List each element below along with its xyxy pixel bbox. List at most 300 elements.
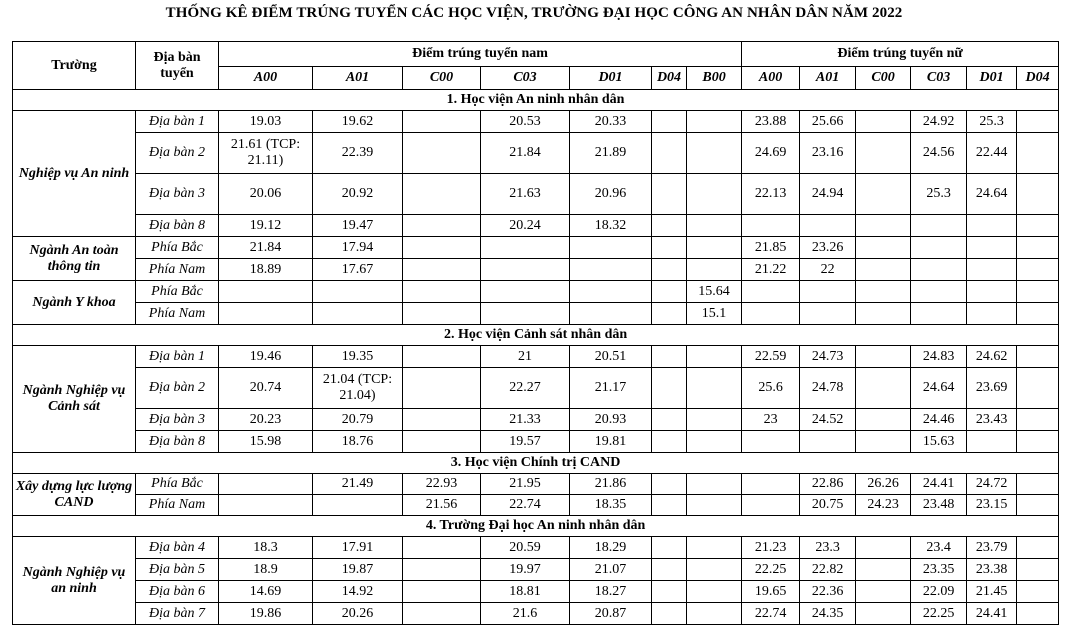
male-score-cell: 19.46 <box>219 346 313 368</box>
table-row <box>13 537 1059 559</box>
male-score-cell: 20.33 <box>570 111 652 133</box>
female-score-cell <box>911 303 967 325</box>
male-score-cell <box>687 409 742 431</box>
female-score-cell <box>911 237 967 259</box>
male-score-cell: 22.39 <box>313 133 403 174</box>
male-score-cell <box>481 259 570 281</box>
male-score-cell: 19.62 <box>313 111 403 133</box>
male-score-cell: 19.47 <box>313 215 403 237</box>
male-score-cell: 19.81 <box>570 431 652 453</box>
female-score-cell: 22.86 <box>800 474 856 495</box>
school-cell: Nghiệp vụ An ninh <box>13 111 136 237</box>
table-row <box>13 237 1059 259</box>
male-score-cell: 19.87 <box>313 559 403 581</box>
male-score-cell <box>687 603 742 625</box>
male-score-cell <box>687 174 742 215</box>
male-score-cell: 18.76 <box>313 431 403 453</box>
female-score-cell: 22.82 <box>800 559 856 581</box>
admission-score-table <box>12 41 1059 625</box>
male-score-cell <box>313 495 403 516</box>
male-score-cell <box>652 111 687 133</box>
female-score-cell: 21.45 <box>967 581 1017 603</box>
male-score-cell <box>403 431 481 453</box>
male-score-cell <box>219 281 313 303</box>
female-score-cell: 20.75 <box>800 495 856 516</box>
male-score-cell: 21.17 <box>570 368 652 409</box>
female-score-cell: 23.4 <box>911 537 967 559</box>
female-score-cell <box>856 133 911 174</box>
region-cell: Địa bàn 3 <box>136 409 219 431</box>
male-code-header: D01 <box>570 67 652 90</box>
region-cell: Địa bàn 6 <box>136 581 219 603</box>
section-row <box>13 325 1059 346</box>
male-score-cell <box>687 431 742 453</box>
school-cell: Xây dựng lực lượng CAND <box>13 474 136 516</box>
male-score-cell: 20.53 <box>481 111 570 133</box>
female-score-cell <box>967 303 1017 325</box>
male-score-cell <box>403 174 481 215</box>
male-score-cell <box>652 174 687 215</box>
school-cell: Ngành Nghiệp vụ an ninh <box>13 537 136 625</box>
male-score-cell <box>219 474 313 495</box>
female-score-cell: 22 <box>800 259 856 281</box>
female-score-cell: 25.3 <box>967 111 1017 133</box>
table-row <box>13 559 1059 581</box>
female-score-cell <box>1017 581 1059 603</box>
female-score-cell <box>911 259 967 281</box>
female-score-cell <box>1017 431 1059 453</box>
male-score-cell <box>687 537 742 559</box>
female-score-cell: 24.41 <box>967 603 1017 625</box>
female-score-cell <box>1017 474 1059 495</box>
female-score-cell <box>800 215 856 237</box>
female-score-cell <box>967 259 1017 281</box>
male-score-cell: 20.74 <box>219 368 313 409</box>
male-score-cell: 18.9 <box>219 559 313 581</box>
female-score-cell: 23.15 <box>967 495 1017 516</box>
male-scores-header: Điểm trúng tuyển nam <box>219 42 742 67</box>
section-row <box>13 516 1059 537</box>
male-score-cell: 21.86 <box>570 474 652 495</box>
table-row <box>13 346 1059 368</box>
male-code-header: C00 <box>403 67 481 90</box>
table-row <box>13 495 1059 516</box>
female-score-cell: 24.73 <box>800 346 856 368</box>
female-score-cell <box>1017 281 1059 303</box>
female-score-cell <box>1017 603 1059 625</box>
female-score-cell <box>742 281 800 303</box>
male-score-cell: 21.49 <box>313 474 403 495</box>
document-title: THỐNG KÊ ĐIỂM TRÚNG TUYỂN CÁC HỌC VIỆN, TRƯỜNG ĐẠI HỌC CÔNG AN NHÂN DÂN NĂM 2022 <box>165 5 903 21</box>
male-score-cell <box>570 281 652 303</box>
table-row <box>13 259 1059 281</box>
male-score-cell: 14.69 <box>219 581 313 603</box>
female-score-cell: 24.94 <box>800 174 856 215</box>
male-score-cell: 19.86 <box>219 603 313 625</box>
male-score-cell: 14.92 <box>313 581 403 603</box>
female-score-cell: 24.62 <box>967 346 1017 368</box>
male-score-cell <box>403 559 481 581</box>
male-score-cell <box>652 603 687 625</box>
male-code-header: B00 <box>687 67 742 90</box>
female-score-cell <box>856 111 911 133</box>
female-score-cell: 25.3 <box>911 174 967 215</box>
female-score-cell <box>800 431 856 453</box>
female-code-header: D04 <box>1017 67 1059 90</box>
male-code-header: D04 <box>652 67 687 90</box>
region-cell: Phía Nam <box>136 303 219 325</box>
female-score-cell: 22.13 <box>742 174 800 215</box>
female-code-header: C03 <box>911 67 967 90</box>
male-score-cell <box>570 303 652 325</box>
female-score-cell: 24.46 <box>911 409 967 431</box>
female-score-cell <box>856 281 911 303</box>
female-score-cell <box>856 603 911 625</box>
male-score-cell: 21.61 (TCP: 21.11) <box>219 133 313 174</box>
male-score-cell: 20.23 <box>219 409 313 431</box>
male-score-cell <box>652 537 687 559</box>
female-score-cell <box>800 281 856 303</box>
school-cell: Ngành An toàn thông tin <box>13 237 136 281</box>
female-score-cell <box>856 174 911 215</box>
male-score-cell <box>652 215 687 237</box>
region-cell: Địa bàn 4 <box>136 537 219 559</box>
female-score-cell <box>1017 559 1059 581</box>
section-title: 2. Học viện Cảnh sát nhân dân <box>13 325 1059 346</box>
table-row <box>13 133 1059 174</box>
female-score-cell <box>1017 237 1059 259</box>
female-score-cell: 23.16 <box>800 133 856 174</box>
region-cell: Địa bàn 8 <box>136 431 219 453</box>
female-score-cell <box>1017 133 1059 174</box>
female-score-cell <box>800 303 856 325</box>
male-score-cell <box>652 581 687 603</box>
female-score-cell: 23.48 <box>911 495 967 516</box>
female-score-cell <box>742 431 800 453</box>
section-row <box>13 90 1059 111</box>
male-score-cell <box>652 409 687 431</box>
male-score-cell <box>481 237 570 259</box>
female-score-cell <box>742 215 800 237</box>
male-score-cell: 20.59 <box>481 537 570 559</box>
male-score-cell: 21.89 <box>570 133 652 174</box>
female-score-cell <box>967 431 1017 453</box>
male-score-cell <box>403 111 481 133</box>
female-score-cell: 24.64 <box>967 174 1017 215</box>
male-score-cell: 18.81 <box>481 581 570 603</box>
female-score-cell <box>856 537 911 559</box>
section-title: 3. Học viện Chính trị CAND <box>13 453 1059 474</box>
female-score-cell: 21.23 <box>742 537 800 559</box>
female-score-cell: 23.38 <box>967 559 1017 581</box>
table-row <box>13 474 1059 495</box>
male-score-cell: 22.27 <box>481 368 570 409</box>
male-score-cell: 19.57 <box>481 431 570 453</box>
region-cell: Địa bàn 2 <box>136 133 219 174</box>
female-score-cell: 24.52 <box>800 409 856 431</box>
male-score-cell: 20.93 <box>570 409 652 431</box>
female-score-cell <box>967 237 1017 259</box>
female-score-cell: 23.26 <box>800 237 856 259</box>
male-score-cell: 15.1 <box>687 303 742 325</box>
female-score-cell <box>1017 368 1059 409</box>
female-score-cell <box>742 303 800 325</box>
female-score-cell <box>856 368 911 409</box>
female-score-cell: 15.63 <box>911 431 967 453</box>
male-score-cell: 20.06 <box>219 174 313 215</box>
male-score-cell: 19.35 <box>313 346 403 368</box>
table-row <box>13 409 1059 431</box>
male-score-cell <box>652 474 687 495</box>
male-score-cell: 21.6 <box>481 603 570 625</box>
male-score-cell: 18.89 <box>219 259 313 281</box>
region-cell: Địa bàn 1 <box>136 111 219 133</box>
female-score-cell <box>856 559 911 581</box>
male-score-cell <box>570 259 652 281</box>
female-score-cell <box>1017 111 1059 133</box>
male-score-cell: 19.12 <box>219 215 313 237</box>
table-row <box>13 581 1059 603</box>
female-score-cell: 24.23 <box>856 495 911 516</box>
male-score-cell: 21.63 <box>481 174 570 215</box>
male-score-cell <box>652 495 687 516</box>
female-code-header: C00 <box>856 67 911 90</box>
region-cell: Phía Nam <box>136 495 219 516</box>
female-score-cell <box>1017 409 1059 431</box>
female-score-cell <box>911 281 967 303</box>
male-score-cell <box>403 133 481 174</box>
male-code-header: A01 <box>313 67 403 90</box>
male-score-cell: 18.27 <box>570 581 652 603</box>
female-score-cell: 23.88 <box>742 111 800 133</box>
female-score-cell: 26.26 <box>856 474 911 495</box>
female-score-cell: 23.35 <box>911 559 967 581</box>
male-score-cell: 21.07 <box>570 559 652 581</box>
female-score-cell: 24.41 <box>911 474 967 495</box>
male-score-cell <box>687 495 742 516</box>
male-score-cell: 20.96 <box>570 174 652 215</box>
female-score-cell: 21.22 <box>742 259 800 281</box>
female-score-cell <box>1017 215 1059 237</box>
male-score-cell: 18.3 <box>219 537 313 559</box>
male-code-header: C03 <box>481 67 570 90</box>
male-score-cell <box>403 581 481 603</box>
region-cell: Phía Nam <box>136 259 219 281</box>
section-row <box>13 453 1059 474</box>
male-score-cell <box>570 237 652 259</box>
female-score-cell <box>856 303 911 325</box>
female-score-cell: 24.69 <box>742 133 800 174</box>
male-score-cell: 22.93 <box>403 474 481 495</box>
male-score-cell <box>687 237 742 259</box>
region-cell: Địa bàn 1 <box>136 346 219 368</box>
male-score-cell <box>219 495 313 516</box>
female-score-cell <box>967 215 1017 237</box>
male-score-cell <box>403 409 481 431</box>
male-score-cell <box>481 303 570 325</box>
table-row <box>13 303 1059 325</box>
male-score-cell: 21.84 <box>219 237 313 259</box>
female-score-cell <box>1017 346 1059 368</box>
male-score-cell <box>687 474 742 495</box>
male-score-cell: 20.26 <box>313 603 403 625</box>
table-row <box>13 368 1059 409</box>
male-score-cell: 15.98 <box>219 431 313 453</box>
male-score-cell: 21.84 <box>481 133 570 174</box>
male-score-cell <box>403 368 481 409</box>
female-score-cell: 23.3 <box>800 537 856 559</box>
male-score-cell: 20.51 <box>570 346 652 368</box>
female-score-cell <box>856 581 911 603</box>
female-score-cell: 22.25 <box>911 603 967 625</box>
male-score-cell <box>219 303 313 325</box>
male-score-cell <box>687 111 742 133</box>
region-cell: Phía Bắc <box>136 474 219 495</box>
male-score-cell <box>687 346 742 368</box>
male-score-cell: 21 <box>481 346 570 368</box>
table-row <box>13 111 1059 133</box>
table-row <box>13 174 1059 215</box>
male-score-cell <box>652 259 687 281</box>
school-cell: Ngành Y khoa <box>13 281 136 325</box>
female-score-cell <box>1017 537 1059 559</box>
female-score-cell: 24.83 <box>911 346 967 368</box>
female-score-cell: 22.09 <box>911 581 967 603</box>
female-code-header: D01 <box>967 67 1017 90</box>
female-score-cell: 19.65 <box>742 581 800 603</box>
female-score-cell <box>856 215 911 237</box>
female-score-cell: 22.44 <box>967 133 1017 174</box>
region-column-header: Địa bàn tuyển <box>136 42 219 90</box>
male-score-cell <box>652 281 687 303</box>
male-score-cell <box>313 281 403 303</box>
male-score-cell: 15.64 <box>687 281 742 303</box>
male-score-cell: 21.04 (TCP: 21.04) <box>313 368 403 409</box>
male-score-cell <box>687 368 742 409</box>
male-score-cell <box>403 346 481 368</box>
female-code-header: A00 <box>742 67 800 90</box>
female-score-cell <box>967 281 1017 303</box>
female-score-cell: 22.59 <box>742 346 800 368</box>
table-row <box>13 215 1059 237</box>
male-score-cell <box>652 133 687 174</box>
male-score-cell <box>687 581 742 603</box>
female-score-cell: 24.56 <box>911 133 967 174</box>
male-score-cell: 21.33 <box>481 409 570 431</box>
male-score-cell <box>652 431 687 453</box>
male-score-cell: 21.56 <box>403 495 481 516</box>
female-score-cell: 24.78 <box>800 368 856 409</box>
female-score-cell <box>856 346 911 368</box>
male-score-cell: 18.35 <box>570 495 652 516</box>
female-score-cell <box>1017 174 1059 215</box>
male-score-cell: 20.79 <box>313 409 403 431</box>
region-cell: Địa bàn 3 <box>136 174 219 215</box>
male-score-cell <box>403 281 481 303</box>
male-score-cell: 21.95 <box>481 474 570 495</box>
table-row <box>13 281 1059 303</box>
male-score-cell: 19.97 <box>481 559 570 581</box>
female-score-cell: 22.36 <box>800 581 856 603</box>
male-score-cell <box>652 368 687 409</box>
male-score-cell: 18.29 <box>570 537 652 559</box>
female-score-cell: 22.74 <box>742 603 800 625</box>
female-score-cell <box>856 237 911 259</box>
female-score-cell: 23.79 <box>967 537 1017 559</box>
female-score-cell <box>1017 303 1059 325</box>
female-score-cell: 25.6 <box>742 368 800 409</box>
region-cell: Địa bàn 8 <box>136 215 219 237</box>
female-score-cell <box>1017 495 1059 516</box>
female-score-cell: 23 <box>742 409 800 431</box>
male-score-cell: 20.92 <box>313 174 403 215</box>
table-row <box>13 431 1059 453</box>
female-code-header: A01 <box>800 67 856 90</box>
female-score-cell: 25.66 <box>800 111 856 133</box>
female-score-cell: 23.43 <box>967 409 1017 431</box>
school-column-header: Trường <box>13 42 136 90</box>
region-cell: Địa bàn 2 <box>136 368 219 409</box>
male-score-cell: 17.67 <box>313 259 403 281</box>
female-score-cell: 24.35 <box>800 603 856 625</box>
male-score-cell: 17.91 <box>313 537 403 559</box>
male-score-cell: 20.24 <box>481 215 570 237</box>
male-score-cell: 17.94 <box>313 237 403 259</box>
region-cell: Địa bàn 7 <box>136 603 219 625</box>
male-score-cell <box>403 537 481 559</box>
male-score-cell <box>403 303 481 325</box>
region-cell: Phía Bắc <box>136 281 219 303</box>
male-score-cell: 20.87 <box>570 603 652 625</box>
section-title: 4. Trường Đại học An ninh nhân dân <box>13 516 1059 537</box>
male-score-cell <box>403 603 481 625</box>
female-score-cell <box>1017 259 1059 281</box>
female-score-cell <box>742 495 800 516</box>
male-score-cell <box>403 215 481 237</box>
male-score-cell: 19.03 <box>219 111 313 133</box>
male-score-cell: 22.74 <box>481 495 570 516</box>
male-score-cell <box>403 237 481 259</box>
female-score-cell: 22.25 <box>742 559 800 581</box>
male-score-cell <box>687 215 742 237</box>
female-score-cell: 24.92 <box>911 111 967 133</box>
male-score-cell <box>652 303 687 325</box>
male-score-cell <box>652 237 687 259</box>
male-score-cell: 18.32 <box>570 215 652 237</box>
female-score-cell: 24.72 <box>967 474 1017 495</box>
female-score-cell: 23.69 <box>967 368 1017 409</box>
female-score-cell <box>911 215 967 237</box>
female-score-cell <box>856 259 911 281</box>
female-score-cell: 21.85 <box>742 237 800 259</box>
male-score-cell <box>313 303 403 325</box>
school-cell: Ngành Nghiệp vụ Cảnh sát <box>13 346 136 453</box>
table-row <box>13 603 1059 625</box>
female-score-cell <box>856 431 911 453</box>
male-code-header: A00 <box>219 67 313 90</box>
section-title: 1. Học viện An ninh nhân dân <box>13 90 1059 111</box>
female-score-cell <box>856 409 911 431</box>
male-score-cell <box>652 559 687 581</box>
male-score-cell <box>687 133 742 174</box>
female-scores-header: Điểm trúng tuyển nữ <box>742 42 1059 67</box>
female-score-cell: 24.64 <box>911 368 967 409</box>
male-score-cell <box>687 259 742 281</box>
male-score-cell <box>652 346 687 368</box>
male-score-cell <box>481 281 570 303</box>
female-score-cell <box>742 474 800 495</box>
male-score-cell <box>403 259 481 281</box>
